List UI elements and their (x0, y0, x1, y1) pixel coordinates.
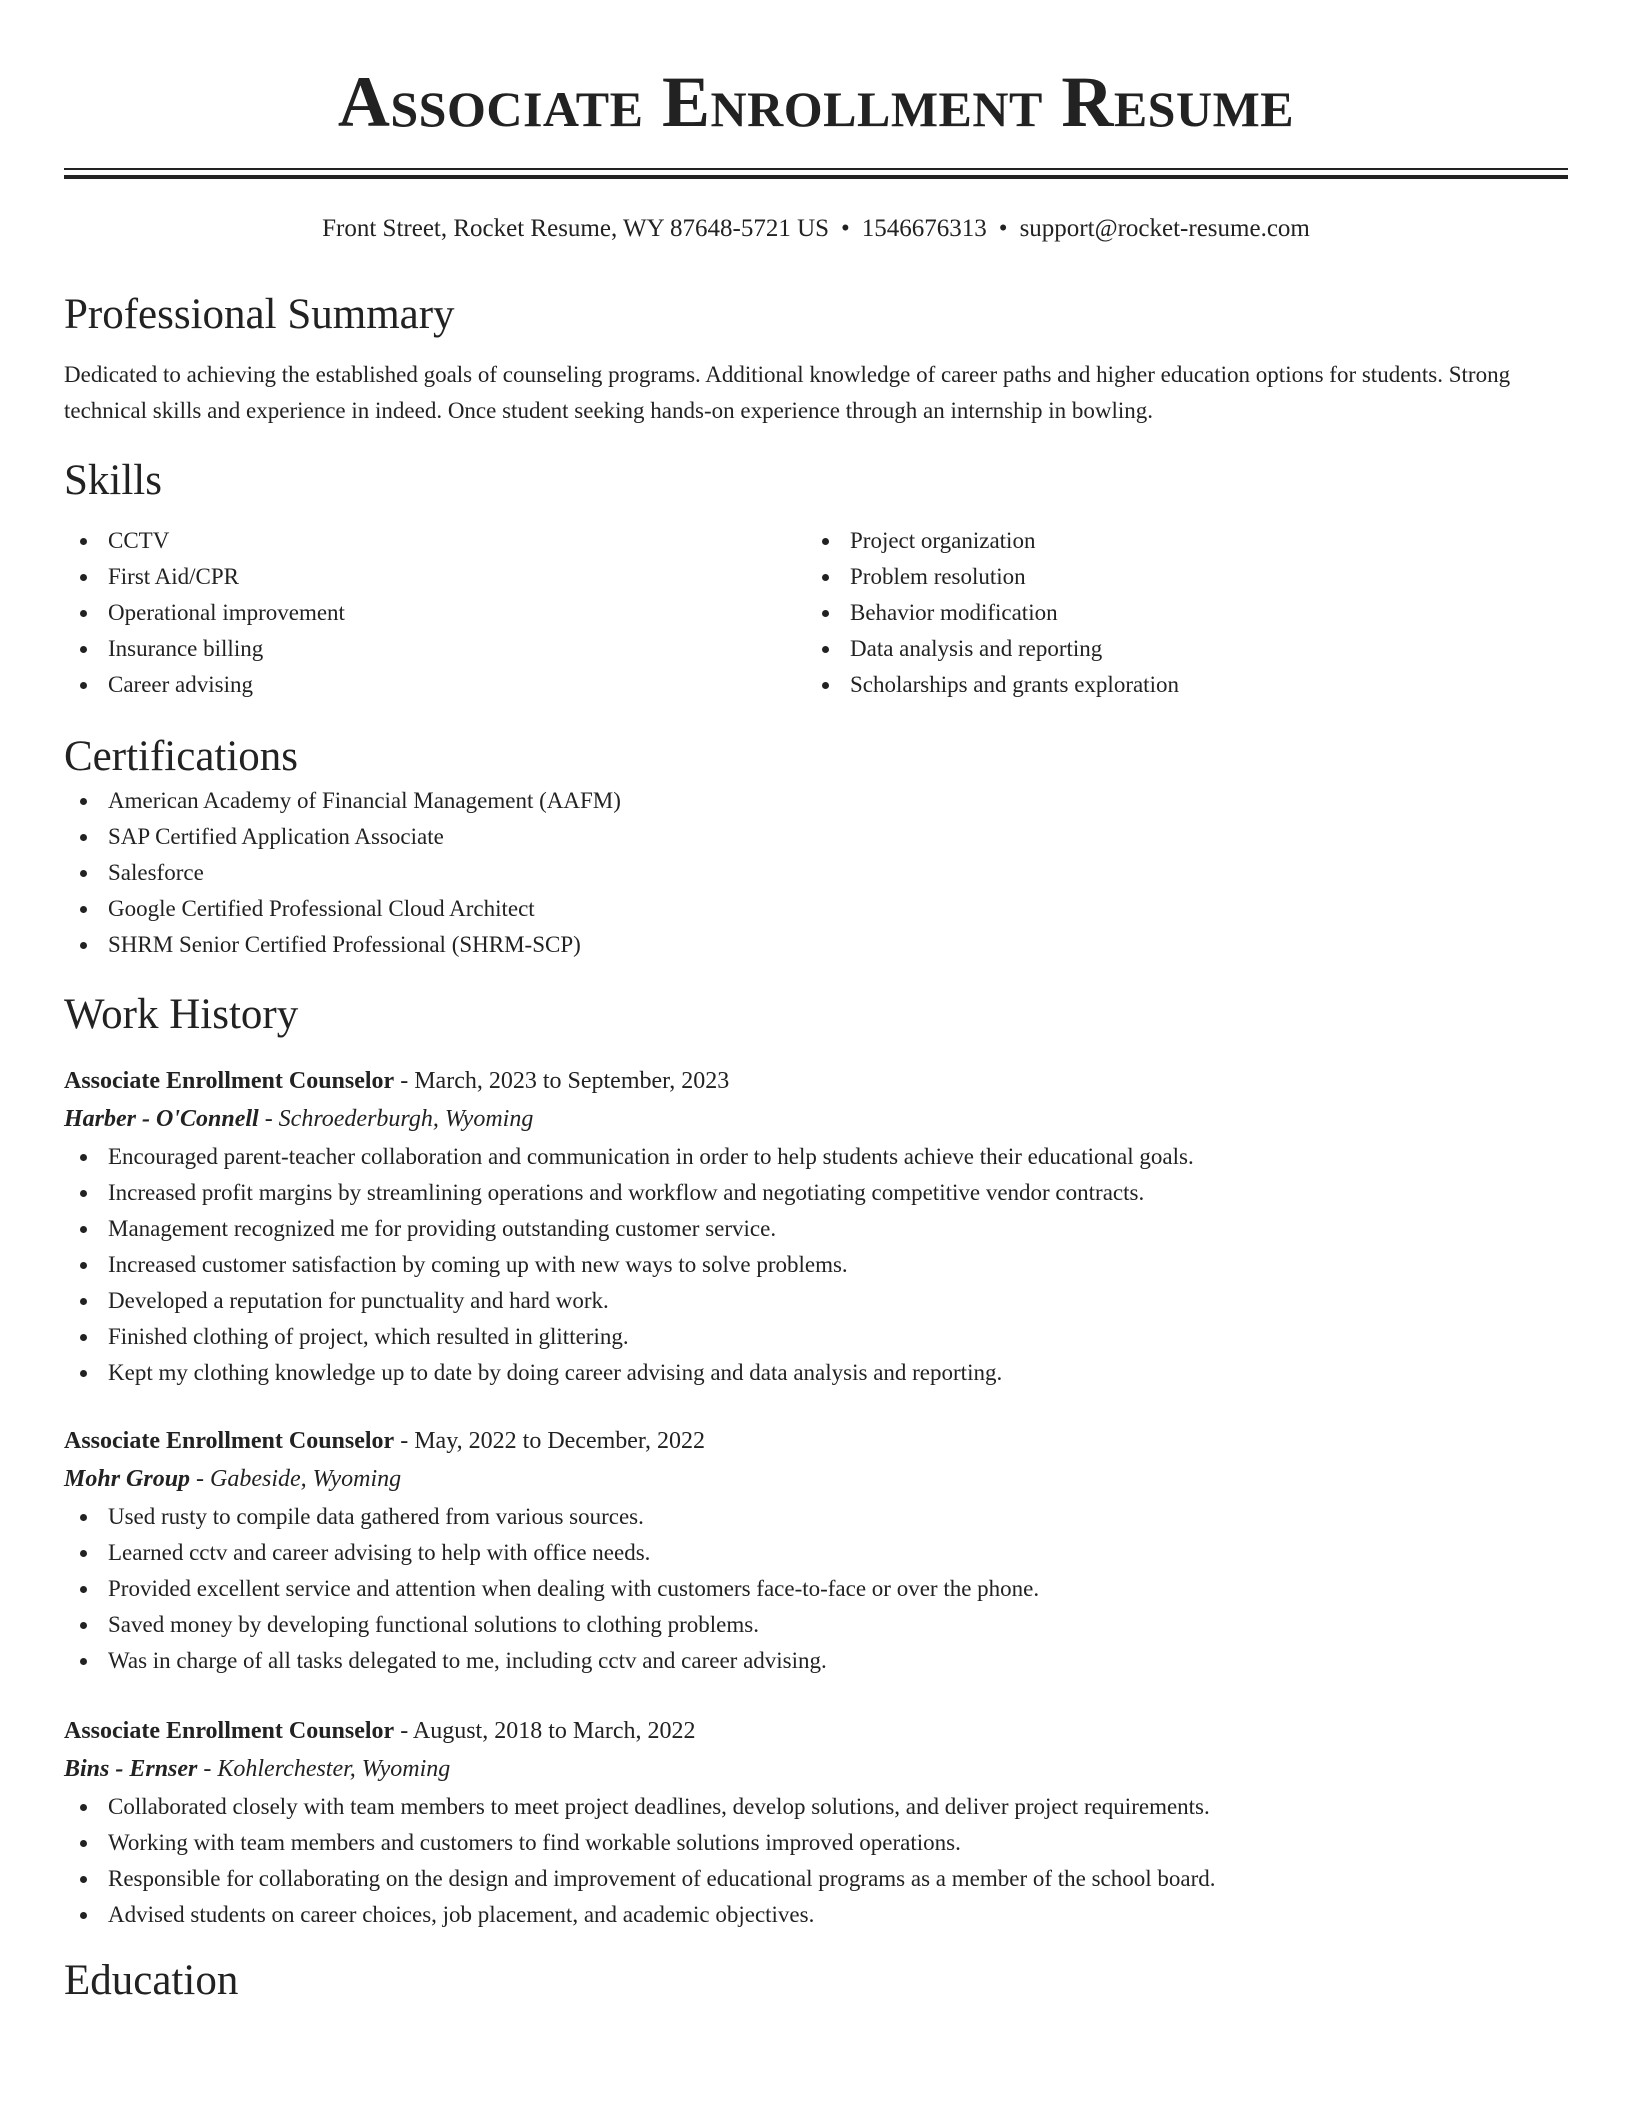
skills-column-right (806, 523, 1548, 703)
skills-column-left (64, 523, 806, 703)
certifications-list (64, 783, 1568, 963)
job-company-line (64, 1099, 1568, 1139)
job-company: Bins - Ernser (64, 1756, 198, 1782)
contact-separator: • (998, 215, 1008, 242)
job-dates: - March, 2023 to September, 2023 (394, 1068, 730, 1094)
job-entry (64, 1423, 1568, 1679)
job-location: - Gabeside, Wyoming (190, 1466, 402, 1492)
job-bullet: Responsible for collaborating on the design and improvement of educational programs as a member of the school board. (64, 1861, 1568, 1897)
job-location: - Schroederburgh, Wyoming (258, 1106, 534, 1132)
job-dates: - May, 2022 to December, 2022 (394, 1428, 705, 1454)
job-bullet: Saved money by developing functional solutions to clothing problems. (64, 1607, 1568, 1643)
job-title: Associate Enrollment Counselor (64, 1718, 395, 1744)
job-bullet: Developed a reputation for punctuality and hard work. (64, 1283, 1568, 1319)
job-bullet: Management recognized me for providing outstanding customer service. (64, 1211, 1568, 1247)
job-bullet: Encouraged parent-teacher collaboration and communication in order to help students achieve their educational goals. (64, 1139, 1568, 1175)
job-title-line (64, 1713, 1568, 1749)
title-divider-thick (64, 175, 1568, 179)
job-bullets (64, 1789, 1568, 1933)
job-bullets (64, 1139, 1568, 1391)
job-bullet: Increased customer satisfaction by coming up with new ways to solve problems. (64, 1247, 1568, 1283)
job-bullet: Provided excellent service and attention when dealing with customers face-to-face or over the phone. (64, 1571, 1568, 1607)
job-entry (64, 1063, 1568, 1391)
job-bullet: Collaborated closely with team members to meet project deadlines, develop solutions, and deliver project requirements. (64, 1789, 1568, 1825)
job-company-line (64, 1749, 1568, 1789)
contact-address: Front Street, Rocket Resume, WY 87648-5721 US (322, 215, 830, 242)
skill-item: Scholarships and grants exploration (806, 667, 1548, 703)
job-bullet: Working with team members and customers to find workable solutions improved operations. (64, 1825, 1568, 1861)
certification-item: SAP Certified Application Associate (64, 819, 1568, 855)
contact-line (64, 213, 1568, 245)
skills-heading: Skills (64, 457, 162, 504)
skill-item: Project organization (806, 523, 1548, 559)
skills-list-right (806, 523, 1548, 703)
education-heading: Education (64, 1957, 239, 2004)
skills-grid (64, 523, 1568, 703)
job-title-line (64, 1423, 1568, 1459)
title-divider-thin (64, 168, 1568, 170)
certification-item: Salesforce (64, 855, 1568, 891)
job-title: Associate Enrollment Counselor (64, 1068, 395, 1094)
skill-item: Career advising (64, 667, 806, 703)
job-title: Associate Enrollment Counselor (64, 1428, 395, 1454)
contact-phone: 1546676313 (861, 215, 987, 242)
work-history-heading: Work History (64, 991, 299, 1038)
job-company: Mohr Group (64, 1466, 191, 1492)
skills-list-left (64, 523, 806, 703)
contact-separator: • (841, 215, 850, 242)
job-bullet: Used rusty to compile data gathered from various sources. (64, 1499, 1568, 1535)
certification-item: Google Certified Professional Cloud Architect (64, 891, 1568, 927)
job-bullet: Finished clothing of project, which resulted in glittering. (64, 1319, 1568, 1355)
summary-text: Dedicated to achieving the established goals of counseling programs. Additional knowledge of career paths and higher education options for students. Strong technical skills and experience in indeed. Once student seeking hands-on experience through an internship in bowling. (64, 362, 1511, 423)
skill-item: Data analysis and reporting (806, 631, 1548, 667)
certification-item: SHRM Senior Certified Professional (SHRM-SCP) (64, 927, 1568, 963)
job-bullet: Increased profit margins by streamlining operations and workflow and negotiating competitive vendor contracts. (64, 1175, 1568, 1211)
certification-item: American Academy of Financial Management (AAFM) (64, 783, 1568, 819)
job-entry (64, 1713, 1568, 1933)
job-bullet: Advised students on career choices, job placement, and academic objectives. (64, 1897, 1568, 1933)
skill-item: First Aid/CPR (64, 559, 806, 595)
job-bullet: Learned cctv and career advising to help with office needs. (64, 1535, 1568, 1571)
skill-item: Behavior modification (806, 595, 1548, 631)
job-title-line (64, 1063, 1568, 1099)
summary-heading: Professional Summary (64, 291, 455, 338)
contact-email: support@rocket-resume.com (1019, 215, 1310, 242)
job-company: Harber - O'Connell (64, 1106, 259, 1132)
job-location: - Kohlerchester, Wyoming (197, 1756, 451, 1782)
job-bullet: Kept my clothing knowledge up to date by doing career advising and data analysis and reporting. (64, 1355, 1568, 1391)
skill-item: Problem resolution (806, 559, 1548, 595)
resume-title: Associate Enrollment Resume (337, 62, 1295, 142)
certifications-heading: Certifications (64, 733, 299, 780)
job-dates: - August, 2018 to March, 2022 (394, 1718, 696, 1744)
skill-item: CCTV (64, 523, 806, 559)
job-bullets (64, 1499, 1568, 1679)
job-company-line (64, 1459, 1568, 1499)
job-bullet: Was in charge of all tasks delegated to me, including cctv and career advising. (64, 1643, 1568, 1679)
skill-item: Insurance billing (64, 631, 806, 667)
skill-item: Operational improvement (64, 595, 806, 631)
